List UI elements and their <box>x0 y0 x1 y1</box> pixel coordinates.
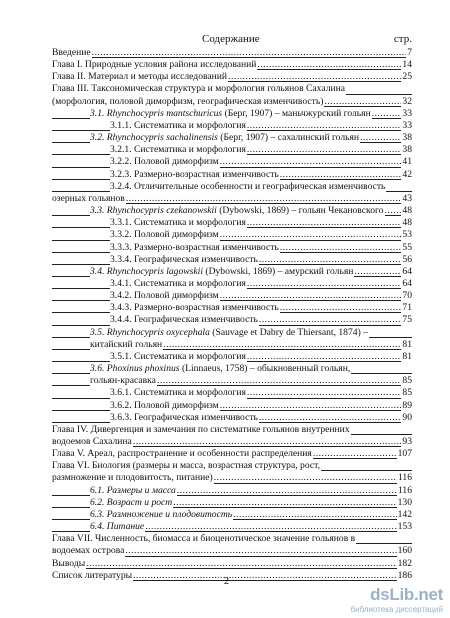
toc-entry-text <box>110 400 220 412</box>
toc-entry-text <box>110 120 247 132</box>
section-title: Глава VII. Численность, биомасса и биоценотическое значение гольянов в <box>52 533 356 545</box>
toc-entry-text <box>110 302 280 314</box>
page-ref: 116 <box>397 484 412 496</box>
toc-entry-text <box>90 132 360 144</box>
section-title: 3.6.1. Систематика и морфология <box>110 387 246 399</box>
section-title-italic: Размеры и масса <box>106 484 176 496</box>
toc-entry <box>52 242 412 254</box>
toc-entry <box>52 83 412 95</box>
section-title: водоемов Сахалина <box>52 436 132 447</box>
toc-header <box>52 33 412 47</box>
page-ref: 75 <box>402 314 412 326</box>
section-title: (Dybowski, 1869) – амурский гольян <box>202 265 354 277</box>
leader-dots <box>125 545 396 557</box>
toc-entry <box>52 387 412 399</box>
section-number: 3.3. <box>90 205 107 217</box>
toc-entry-text <box>110 412 259 424</box>
section-title-italic: Phoxinus phoxinus <box>106 363 180 375</box>
leader-dots <box>247 144 402 156</box>
toc-entry-text <box>110 217 247 229</box>
page-ref: 38 <box>402 144 412 156</box>
toc-entry-text <box>90 266 354 278</box>
page-ref: 55 <box>402 241 412 253</box>
page-ref: 56 <box>402 253 412 265</box>
leader-dots <box>220 400 402 412</box>
page-ref: 43 <box>402 192 412 204</box>
leader-dots <box>280 302 402 314</box>
section-number: 6.4. <box>90 521 107 533</box>
toc-entry <box>52 558 412 570</box>
toc-entry <box>52 339 412 351</box>
toc-entry-text <box>90 509 233 521</box>
page-ref: 38 <box>402 132 412 144</box>
toc-entry <box>52 533 412 545</box>
page-ref: 48 <box>402 217 412 229</box>
page-ref: 25 <box>402 71 412 83</box>
leader-dots <box>220 156 402 168</box>
toc-entry <box>52 193 412 205</box>
leader-dots <box>247 120 402 132</box>
page-ref: 142 <box>397 508 412 520</box>
section-title: 3.3.1. Систематика и морфология <box>110 217 246 229</box>
section-title: Глава V. Ареал, распространение и особенности распределения <box>52 448 312 460</box>
page-ref: 93 <box>402 436 412 447</box>
toc-entry <box>52 570 412 582</box>
page-ref: 90 <box>402 411 412 423</box>
leader-dots <box>247 217 402 229</box>
toc-entry <box>52 229 412 241</box>
page-ref: 64 <box>402 277 412 289</box>
toc-entry <box>52 156 412 168</box>
section-title: китайский гольян <box>90 338 163 350</box>
section-title: озерных гольянов <box>52 192 125 204</box>
leader-dots <box>360 132 401 144</box>
toc-entry <box>52 314 412 326</box>
page-ref: 7 <box>407 47 412 58</box>
page-ref: 41 <box>402 156 412 168</box>
page-ref: 85 <box>402 375 412 387</box>
section-number: 3.1. <box>90 107 107 119</box>
toc-entry-text <box>90 363 351 375</box>
leader-dots <box>257 59 401 71</box>
toc-entry-text <box>52 193 126 205</box>
section-number: 3.2. <box>90 132 107 144</box>
toc-title: Содержание <box>202 33 260 45</box>
toc-entry-text <box>90 339 163 351</box>
page-ref: 153 <box>397 521 412 533</box>
page-number: 2 <box>224 576 229 587</box>
page-ref: 186 <box>397 569 412 581</box>
toc-entry <box>52 144 412 156</box>
toc-entry <box>52 497 412 509</box>
section-title: 3.2.3. Размерно-возрастная изменчивость <box>110 168 279 180</box>
toc-entry <box>52 375 412 387</box>
toc-entry-text <box>110 314 259 326</box>
toc-entry <box>52 132 412 144</box>
toc-entry <box>52 108 412 120</box>
section-title: 3.4.3. Размерно-возрастная изменчивость <box>110 302 279 314</box>
toc-entry-text <box>110 144 247 156</box>
toc-entry-text <box>90 108 372 120</box>
toc-entry-text <box>52 59 257 71</box>
toc-entry <box>52 205 412 217</box>
section-title: Глава I. Природные условия района исследований <box>52 59 257 71</box>
toc-entry-text <box>52 570 133 582</box>
page-ref: 85 <box>402 387 412 399</box>
toc-entry <box>52 485 412 497</box>
section-title-italic: Размножение и плодовитость <box>106 508 233 520</box>
toc-entry <box>52 290 412 302</box>
page-ref: 89 <box>402 399 412 411</box>
section-number: 6.3. <box>90 508 107 520</box>
watermark-logo: dsLib.net <box>370 585 443 604</box>
section-title: (Linnaeus, 1758) – обыкновенный гольян, <box>179 363 351 375</box>
leader-dots <box>173 497 396 509</box>
toc-entry <box>52 472 412 484</box>
section-title: водоемах острова <box>52 545 125 557</box>
section-number: 3.6. <box>90 363 107 375</box>
page-ref: 116 <box>397 472 412 484</box>
toc-entry <box>52 217 412 229</box>
toc-entry <box>52 509 412 521</box>
leader-dots <box>163 339 401 351</box>
leader-dots <box>259 254 402 266</box>
section-number: 3.4. <box>90 265 107 277</box>
toc-entry-text <box>110 156 220 168</box>
toc-entry-text <box>110 229 220 241</box>
toc-entry-text <box>110 387 247 399</box>
leader-dots <box>247 278 402 290</box>
toc-entry-text <box>110 242 280 254</box>
toc-entry <box>52 460 412 472</box>
leader-dots <box>313 448 397 460</box>
toc-entry <box>52 278 412 290</box>
section-title: Глава VI. Биология (размеры и масса, возрастная структура, рост, <box>52 460 320 472</box>
toc-entry <box>52 436 412 448</box>
section-title: 3.3.4. Географическая изменчивость <box>110 253 258 265</box>
leader-dots <box>280 169 402 181</box>
section-title: 3.2.1. Систематика и морфология <box>110 144 246 156</box>
section-title: 3.1.1. Систематика и морфология <box>110 119 246 131</box>
page-ref: 32 <box>402 95 412 107</box>
section-title-italic: Rhynchocypris czekanowskii <box>106 205 217 217</box>
toc-entry <box>52 181 412 193</box>
toc-entry-text <box>110 278 247 290</box>
page-ref: 107 <box>397 448 412 460</box>
section-title: 3.3.2. Половой диморфизм <box>110 229 219 241</box>
table-of-contents <box>52 47 412 582</box>
section-title: 3.4.2. Половой диморфизм <box>110 290 219 302</box>
section-title: (Dybowski, 1869) – гольян Чекановского <box>216 205 384 217</box>
leader-dots <box>280 242 402 254</box>
toc-entry-text <box>110 181 386 193</box>
toc-entry-text <box>52 83 346 95</box>
toc-entry-text <box>90 521 145 533</box>
leader-dots <box>133 436 402 448</box>
toc-entry-text <box>90 497 173 509</box>
section-title: Глава IV. Дивергенция и замечания по систематике гольянов внутренних <box>52 423 350 435</box>
page-ref: 70 <box>402 290 412 302</box>
leader-dots <box>233 509 396 521</box>
section-title-italic: Rhynchocypris oxycephala <box>106 326 210 338</box>
toc-entry-text <box>52 533 356 545</box>
page-ref: 64 <box>402 265 412 277</box>
leader-dots <box>145 521 396 533</box>
leader-dots <box>220 229 402 241</box>
toc-entry-text <box>90 375 157 387</box>
leader-dots <box>259 314 402 326</box>
watermark <box>343 585 443 613</box>
page-ref: 14 <box>402 59 412 71</box>
section-title: 3.3.3. Размерно-возрастная изменчивость <box>110 241 279 253</box>
leader-dots <box>372 108 402 120</box>
section-title: гольян-красавка <box>90 375 156 387</box>
section-title: 3.2.4. Отличительные особенности и географическая изменчивость <box>110 180 386 192</box>
toc-entry <box>52 169 412 181</box>
toc-entry <box>52 266 412 278</box>
section-title: 3.6.2. Половой диморфизм <box>110 399 219 411</box>
section-number: 6.1. <box>90 484 107 496</box>
leader-dots <box>228 71 401 83</box>
leader-dots <box>324 96 401 108</box>
toc-entry <box>52 545 412 557</box>
toc-entry <box>52 71 412 83</box>
leader-dots <box>133 570 397 582</box>
page-ref: 81 <box>402 350 412 362</box>
section-title-italic: Rhynchocypris mantschuricus <box>106 107 223 119</box>
toc-entry <box>52 424 412 436</box>
toc-entry <box>52 96 412 108</box>
page-ref: 53 <box>402 229 412 241</box>
section-title: (Берг, 1907) – маньчжурский гольян <box>222 107 371 119</box>
section-title: (Берг, 1907) – сахалинский гольян <box>217 132 360 144</box>
leader-dots <box>126 193 402 205</box>
section-title-italic: Rhynchocypris lagowskii <box>106 265 203 277</box>
section-title: Глава III. Таксономическая структура и морфология гольянов Сахалина <box>52 83 346 95</box>
section-title: (Sauvage et Dabry de Thiersant, 1874) – <box>209 326 368 338</box>
toc-entry-text <box>52 460 321 472</box>
section-title-italic: Питание <box>106 521 145 533</box>
leader-dots <box>157 375 401 387</box>
section-title: размножение и плодовитость, питание) <box>52 472 213 484</box>
section-title-italic: Rhynchocypris sachalinensis <box>106 132 218 144</box>
toc-entry-text <box>52 448 313 460</box>
toc-entry-text <box>110 169 280 181</box>
toc-entry-text <box>52 47 92 59</box>
section-title: Выводы <box>52 557 86 569</box>
toc-entry-text <box>90 327 369 339</box>
leader-dots <box>247 351 402 363</box>
toc-entry-text <box>90 485 177 497</box>
section-title: (морфология, половой диморфизм, географическая изменчивость) <box>52 95 324 107</box>
section-title: Глава II. Материал и методы исследований <box>52 71 228 83</box>
toc-entry-text <box>52 424 351 436</box>
leader-dots <box>86 558 396 570</box>
toc-entry <box>52 363 412 375</box>
toc-entry <box>52 400 412 412</box>
section-title: 3.4.4. Географическая изменчивость <box>110 314 258 326</box>
section-title: 3.2.2. Половой диморфизм <box>110 156 219 168</box>
section-title: 3.5.1. Систематика и морфология <box>110 350 246 362</box>
toc-entry-text <box>52 436 133 448</box>
page-ref: 71 <box>402 302 412 314</box>
page-ref: 81 <box>402 338 412 350</box>
leader-dots <box>385 205 402 217</box>
watermark-subtitle: библиотека диссертаций <box>350 605 443 614</box>
toc-entry-text <box>52 472 214 484</box>
leader-dots <box>214 472 397 484</box>
leader-dots <box>177 485 397 497</box>
section-title: 3.4.1. Систематика и морфология <box>110 277 246 289</box>
toc-entry-text <box>110 290 220 302</box>
toc-entry <box>52 448 412 460</box>
section-title: Список литературы <box>52 569 133 581</box>
page-column-label: стр. <box>393 33 412 45</box>
leader-dots <box>247 387 402 399</box>
toc-entry-text <box>110 254 259 266</box>
toc-entry <box>52 351 412 363</box>
toc-entry <box>52 412 412 424</box>
page-ref: 33 <box>402 119 412 131</box>
toc-entry <box>52 59 412 71</box>
toc-entry <box>52 120 412 132</box>
page-ref: 33 <box>402 107 412 119</box>
leader-dots <box>259 412 402 424</box>
page-ref: 42 <box>402 168 412 180</box>
page-ref: 160 <box>397 545 412 557</box>
section-number: 3.5. <box>90 326 107 338</box>
toc-entry-text <box>52 96 324 108</box>
section-number: 6.2. <box>90 496 107 508</box>
toc-entry-text <box>52 71 228 83</box>
toc-entry <box>52 302 412 314</box>
section-title-italic: Возраст и рост <box>106 496 173 508</box>
page-ref: 48 <box>402 205 412 217</box>
leader-dots <box>220 290 402 302</box>
toc-entry <box>52 521 412 533</box>
toc-entry-text <box>110 351 247 363</box>
section-title: Введение <box>52 47 91 58</box>
toc-entry <box>52 327 412 339</box>
toc-entry <box>52 254 412 266</box>
section-title: 3.6.3. Географическая изменчивость <box>110 411 258 423</box>
leader-dots <box>354 266 401 278</box>
toc-entry <box>52 47 412 59</box>
toc-entry-text <box>52 558 86 570</box>
toc-entry-text <box>90 205 385 217</box>
page-ref: 130 <box>397 496 412 508</box>
leader-dots <box>92 47 407 59</box>
toc-entry-text <box>52 545 125 557</box>
page-ref: 182 <box>397 557 412 569</box>
